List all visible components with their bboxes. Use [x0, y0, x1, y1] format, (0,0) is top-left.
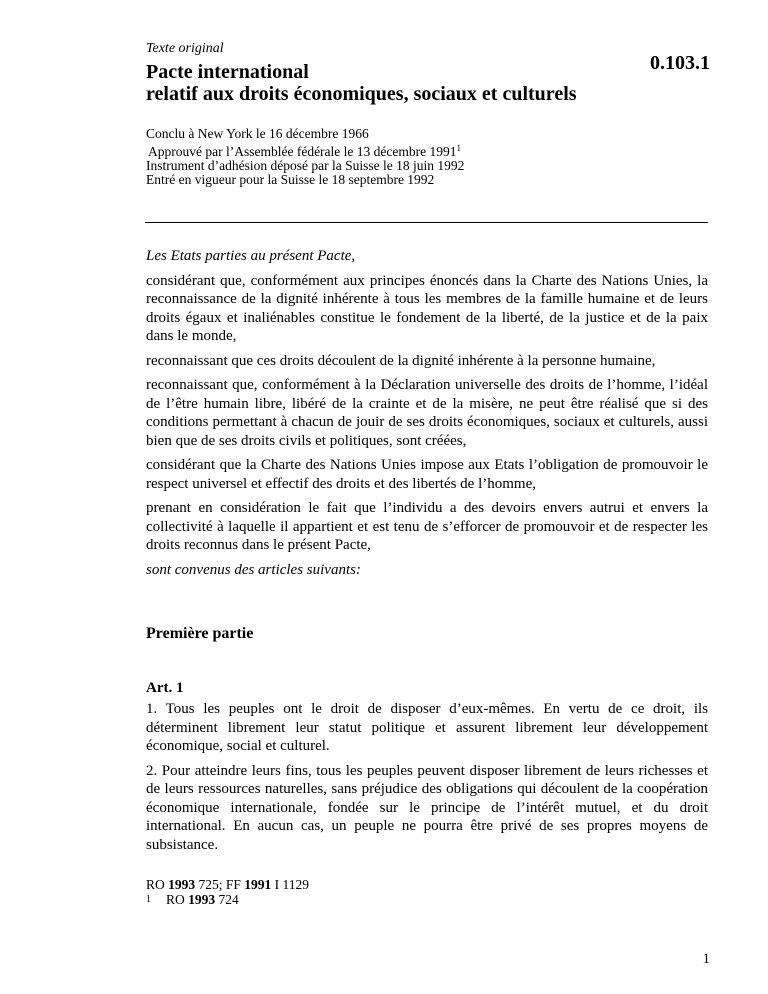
fn1-year: 1993 — [188, 892, 216, 907]
footnote-text — [166, 892, 239, 907]
meta-concluded: Conclu à New York le 16 décembre 1966 — [146, 126, 369, 141]
meta-entry-into-force: Entré en vigueur pour la Suisse le 18 septembre 1992 — [146, 172, 435, 187]
fn1-page: 724 — [215, 892, 239, 907]
preamble-paragraph: reconnaissant que, conformément à la Déclaration universelle des droits de l’homme, l’idéal de l’être humain libre, libéré de la crainte et de la misère, ne peut être réalisé que si des conditions permettant à chacun de jouir de ses droits économiques, sociaux et culturels, aussi bien que de ses droits civils et politiques, sont créées, — [146, 377, 708, 449]
ref-ff-year: 1991 — [244, 877, 272, 892]
footnote-ref-1[interactable]: 1 — [456, 143, 461, 153]
preamble-paragraph: prenant en considération le fait que l’individu a des devoirs envers autrui et envers la collectivité à laquelle il appartient et est tenu de s’efforcer de promouvoir et de respecter les droits reconnus dans le présent Pacte, — [146, 500, 708, 553]
preamble-paragraph: considérant que la Charte des Nations Unies impose aux Etats l’obligation de promouvoir le respect universel et effectif des droits et des libertés de l’homme, — [146, 457, 708, 492]
original-text-label: Texte original — [146, 41, 224, 56]
ref-ro-year: 1993 — [168, 877, 196, 892]
footnote-number: 1 — [146, 894, 151, 905]
article-body — [146, 700, 708, 860]
footnote-1 — [146, 892, 309, 907]
article-heading: Art. 1 — [146, 680, 184, 696]
preamble-intro: Les Etats parties au présent Pacte, — [146, 248, 356, 264]
article-paragraph: 2. Pour atteindre leurs fins, tous les peuples peuvent disposer librement de leurs richesses et de leurs ressources naturelles, sans préjudice des obligations qui découlent de la coopération économique internationale, fondée sur le principe de l’intérêt mutuel, et du droit international. En aucun cas, un peuple ne pourra être privé de ses propres moyens de subsistance. — [146, 762, 708, 853]
page-number: 1 — [702, 951, 710, 967]
header-divider — [145, 222, 708, 223]
preamble — [146, 247, 708, 585]
title-line-2: relatif aux droits économiques, sociaux et culturels — [146, 83, 577, 105]
document-title — [146, 61, 706, 105]
meta-approved-text: Approuvé par l’Assemblée fédérale le 13 décembre 1991 — [148, 144, 457, 159]
footnotes — [146, 877, 309, 907]
treaty-metadata — [146, 127, 464, 187]
preamble-closing: sont convenus des articles suivants: — [146, 561, 361, 578]
sr-number: 0.103.1 — [650, 52, 710, 74]
fn1-prefix: RO — [166, 892, 189, 907]
meta-approved — [146, 141, 464, 159]
title-line-1: Pacte international — [146, 61, 309, 83]
preamble-paragraph: considérant que, conformément aux principes énoncés dans la Charte des Nations Unies, la reconnaissance de la dignité inhérente à tous les membres de la famille humaine et de leurs droits égaux et inaliénables constitue le fondement de la liberté, de la justice et de la paix dans le monde, — [146, 272, 708, 344]
ref-ro-prefix: RO — [146, 877, 169, 892]
source-reference — [146, 877, 309, 892]
part-heading: Première partie — [146, 625, 254, 642]
article-paragraph: 1. Tous les peuples ont le droit de disposer d’eux-mêmes. En vertu de ce droit, ils déterminent librement leur statut politique et assurent librement leur développement économique, social et culturel. — [146, 701, 708, 754]
preamble-paragraph: reconnaissant que ces droits découlent de la dignité inhérente à la personne humaine, — [146, 352, 656, 369]
ref-ff-page: I 1129 — [271, 877, 310, 892]
meta-instrument: Instrument d’adhésion déposé par la Suisse le 18 juin 1992 — [146, 158, 465, 173]
ref-ro-page: 725; FF — [195, 877, 245, 892]
